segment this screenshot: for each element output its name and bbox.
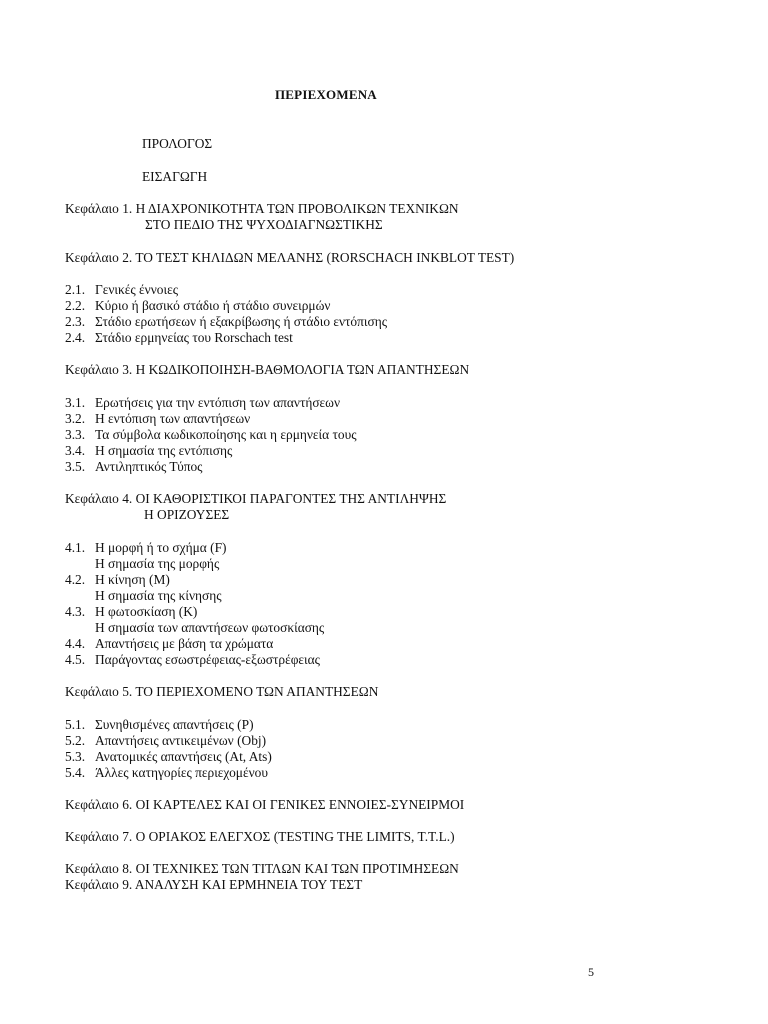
chapter-title: ΑΝΑΛΥΣΗ ΚΑΙ ΕΡΜΗΝΕΙΑ ΤΟΥ ΤΕΣΤ (132, 877, 363, 892)
chapter-title: Η ΔΙΑΧΡΟΝΙΚΟΤΗΤΑ ΤΩΝ ΠΡΟΒΟΛΙΚΩΝ ΤΕΧΝΙΚΩΝ (132, 201, 459, 216)
toc-chapter-7 (65, 829, 455, 845)
section-title: Η σημασία της μορφής (95, 556, 220, 571)
section-number: 3.5. (65, 459, 86, 474)
section-number: 5.1. (65, 717, 86, 732)
section-title: Η σημασία της κίνησης (95, 588, 222, 603)
section-number: 3.2. (65, 411, 86, 426)
toc-section-sub (65, 620, 324, 636)
section-title: Κύριο ή βασικό στάδιο ή στάδιο συνειρμών (95, 298, 331, 313)
toc-chapter-3 (65, 362, 469, 378)
chapter-label: Κεφάλαιο 4. (65, 491, 133, 506)
toc-chapter-2 (65, 250, 514, 266)
chapter-title: ΟΙ ΚΑΘΟΡΙΣΤΙΚΟΙ ΠΑΡΑΓΟΝΤΕΣ ΤΗΣ ΑΝΤΙΛΗΨΗΣ (132, 491, 447, 506)
section-number: 3.4. (65, 443, 86, 458)
chapter-label: Κεφάλαιο 5. (65, 684, 133, 699)
section-title: Στάδιο ερωτήσεων ή εξακρίβωσης ή στάδιο εντόπισης (95, 314, 388, 329)
toc-section (65, 765, 268, 781)
toc-chapter-8 (65, 861, 459, 877)
section-title: Η σημασία της εντόπισης (95, 443, 233, 458)
section-title: Ανατομικές απαντήσεις (At, Ats) (95, 749, 272, 764)
toc-section (65, 330, 293, 346)
toc-section (65, 604, 197, 620)
section-title: Στάδιο ερμηνείας του Rorschach test (95, 330, 293, 345)
section-title: Άλλες κατηγορίες περιεχομένου (95, 765, 268, 780)
section-title: Απαντήσεις αντικειμένων (Obj) (95, 733, 267, 748)
section-number: 5.2. (65, 733, 86, 748)
section-title: Η κίνηση (M) (95, 572, 170, 587)
section-title: Η μορφή ή το σχήμα (F) (95, 540, 227, 555)
toc-section (65, 395, 340, 411)
section-number: 4.2. (65, 572, 86, 587)
front-matter-introduction: ΕΙΣΑΓΩΓΗ (142, 169, 208, 184)
toc-chapter-5 (65, 684, 378, 700)
section-number: 2.4. (65, 330, 86, 345)
section-number: 5.4. (65, 765, 86, 780)
toc-section (65, 314, 387, 330)
toc-section (65, 298, 330, 314)
section-title: Η σημασία των απαντήσεων φωτοσκίασης (95, 620, 325, 635)
toc-section (65, 459, 202, 475)
chapter-title: Η ΚΩΔΙΚΟΠΟΙΗΣΗ-ΒΑΘΜΟΛΟΓΙΑ ΤΩΝ ΑΠΑΝΤΗΣΕΩΝ (132, 362, 470, 377)
section-number: 3.3. (65, 427, 86, 442)
section-title: Τα σύμβολα κωδικοποίησης και η ερμηνεία τους (95, 427, 357, 442)
toc-section (65, 733, 266, 749)
section-number: 4.5. (65, 652, 86, 667)
toc-section (65, 411, 250, 427)
section-number: 4.4. (65, 636, 86, 651)
section-title: Η φωτοσκίαση (K) (95, 604, 198, 619)
section-number: 5.3. (65, 749, 86, 764)
chapter-title: ΟΙ ΚΑΡΤΕΛΕΣ ΚΑΙ ΟΙ ΓΕΝΙΚΕΣ ΕΝΝΟΙΕΣ-ΣΥΝΕΙΡΜΟΙ (132, 797, 465, 812)
toc-chapter-9 (65, 877, 362, 893)
front-matter-prologue: ΠΡΟΛΟΓΟΣ (142, 136, 213, 151)
page-number: 5 (588, 965, 594, 979)
toc-section (65, 282, 178, 298)
section-title: Αντιληπτικός Τύπος (95, 459, 203, 474)
chapter-label: Κεφάλαιο 7. (65, 829, 133, 844)
toc-section (65, 652, 320, 668)
toc-section (65, 443, 232, 459)
chapter-title: ΤΟ ΤΕΣΤ ΚΗΛΙΔΩΝ ΜΕΛΑΝΗΣ (RORSCHACH INKBLOT TEST) (135, 250, 515, 265)
toc-section (65, 540, 227, 556)
section-title: Παράγοντας εσωστρέφειας-εξωστρέφειας (95, 652, 320, 667)
section-number: 3.1. (65, 395, 86, 410)
toc-section-sub (65, 556, 219, 572)
section-number: 2.1. (65, 282, 86, 297)
chapter-label: Κεφάλαιο 1. (65, 201, 133, 216)
chapter-title-continuation: ΣΤΟ ΠΕΔΙΟ ΤΗΣ ΨΥΧΟΔΙΑΓΝΩΣΤΙΚΗΣ (145, 217, 383, 232)
toc-chapter-4 (65, 491, 446, 507)
toc-chapter-6 (65, 797, 464, 813)
chapter-title: Ο ΟΡΙΑΚΟΣ ΕΛΕΓΧΟΣ (TESTING THE LIMITS, T.T.L.) (132, 829, 455, 844)
toc-section (65, 572, 170, 588)
toc-section (65, 749, 272, 765)
chapter-title: ΟΙ ΤΕΧΝΙΚΕΣ ΤΩΝ ΤΙΤΛΩΝ ΚΑΙ ΤΩΝ ΠΡΟΤΙΜΗΣΕΩΝ (132, 861, 459, 876)
section-number: 2.3. (65, 314, 86, 329)
toc-title: ΠΕΡΙΕΧΟΜΕΝΑ (275, 87, 377, 102)
chapter-label: Κεφάλαιο 3. (65, 362, 133, 377)
chapter-title-continuation: Η ΟΡΙΖΟΥΣΕΣ (144, 507, 230, 522)
section-number: 2.2. (65, 298, 86, 313)
section-number: 4.3. (65, 604, 86, 619)
chapter-title: ΤΟ ΠΕΡΙΕΧΟΜΕΝΟ ΤΩΝ ΑΠΑΝΤΗΣΕΩΝ (132, 684, 379, 699)
chapter-label: Κεφάλαιο 6. (65, 797, 133, 812)
toc-section-sub (65, 588, 222, 604)
section-title: Απαντήσεις με βάση τα χρώματα (95, 636, 274, 651)
toc-chapter-1 (65, 201, 459, 217)
section-title: Συνηθισμένες απαντήσεις (P) (95, 717, 254, 732)
section-title: Γενικές έννοιες (95, 282, 178, 297)
toc-section (65, 717, 254, 733)
toc-section (65, 427, 357, 443)
chapter-label: Κεφάλαιο 2. (65, 250, 133, 265)
section-title: Ερωτήσεις για την εντόπιση των απαντήσεων (95, 395, 341, 410)
chapter-label: Κεφάλαιο 8. (65, 861, 133, 876)
section-title: Η εντόπιση των απαντήσεων (95, 411, 251, 426)
chapter-label: Κεφάλαιο 9. (65, 877, 133, 892)
section-number: 4.1. (65, 540, 86, 555)
toc-section (65, 636, 273, 652)
